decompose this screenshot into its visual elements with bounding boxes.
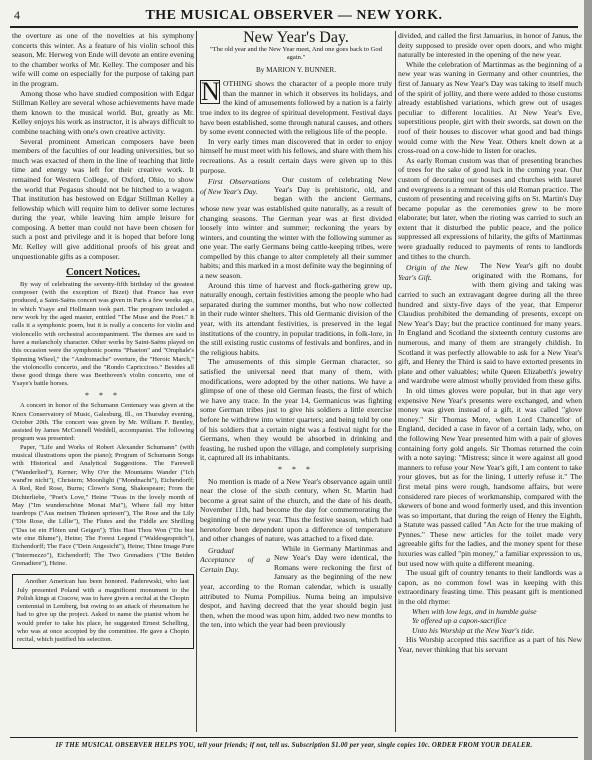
- paragraph-text: OTHING shows the character of a people more truly than the manner in which it observes its holidays, and the kind of amusements followed by a nation is a fairly true index to its degree of spiritual development. Festival days have been established, some through natural causes, and others by some event connected with the religious life of the people.: [200, 79, 392, 137]
- poem-line: When with low legs, and in humble guise: [412, 606, 537, 616]
- column-middle: [200, 31, 392, 734]
- page-header: [10, 4, 578, 28]
- boxed-notice: [12, 574, 194, 648]
- paragraph-text: While in Germany Martinmas and New Year's Day were identical, the Romans were reckoning the first of January as the beginning of the new year, according to the Roman calendar, which is usually attributed to Numa Pompilius. Numa being an impulsive despot, and having decreed that the year should begin just then, when the mood was upon him, added two new months to the ten, into which the year had been previously: [200, 543, 392, 630]
- paragraph: Around this time of harvest and flock-gathering grew up, naturally enough, certain festivities among the people who had separated during the summer months, but who now collected in their rude winter shelters. This old Germanic division of the year, with its attendant festivities, is preserved in the legal institutions of the country, in popular traditions, in folk-lore, in the still existing rustic customs of festivals and bonfires, and in the religious habits.: [200, 280, 392, 357]
- side-heading: Origin of the New Year's Gift.: [398, 263, 468, 282]
- paragraph-text: Our custom of celebrating New Year's Day is prehistoric, old, and began with the ancient Germans, whose new year was established quite naturally, as a result of changing seasons. The German year was at first divided loosely into winter and summer; reckoning the years by winters, and counting the winter with the following summer as one year. The early Germans being cattle-keeping tribes, were compelled by this change to alter completely all their summer habits; and this marked in a most definite way the beginning of a new season.: [200, 175, 392, 281]
- paragraph: Several prominent American composers have been members of the faculties of our leading universities, but so much was exacted of them in the line of teaching that little time and energy was left for their creative work. It remained for Western College, of Oxford, Ohio, to show the world that Pegasus should not be hitched to a wagon. That institution has bestowed on Edgar Stillman Kelley a fellowship which will require him to deliver some lectures during the year, while leaving him ample leisure for composing. A better man could not have been chosen for such a post and privilege and it is hoped that before long Mr. Kelley will give additional proofs of his great and unquestionable gifts as a composer.: [12, 136, 194, 261]
- poem-line: Ye offered up a capon-sacrifice: [412, 616, 507, 626]
- page-footer: IF THE MUSICAL OBSERVER HELPS YOU, tell your friends; if not, tell us. Subscription $1.00 per year, single copies 10c. ORDER FROM YOUR DEALER.: [10, 737, 578, 754]
- paragraph: the overture as one of the novelties at his symphony concerts this winter. As a feature of his violin school this season, Mr. Herweg von Ende will devote an entire evening to the chamber works of Mr. Kelley. The composer and his wife will come on especially for the purpose of taking part in the program.: [12, 31, 194, 88]
- paragraph: As early Roman custom was that of presenting branches of trees for the sake of good luck in the coming year. Our custom of decorating our houses and churches with laurel and evergreens is a remnant of this old Roman practice. The custom of presenting and receiving gifts on St. Martin's Day became popular as the ceremonies grew to be more elaborate; but later, when the rioting was carried to such an extent that it disturbed the public peace, and the police suppressed all expressions of hilarity, the gifts of Martinmas were gradually reduced to payments of rents to landlords and tithes to the church.: [398, 155, 582, 261]
- article-title: New Year's Day.: [243, 31, 349, 46]
- column-divider: [196, 31, 197, 732]
- section-separator: * * *: [85, 390, 121, 400]
- paragraph: [200, 175, 392, 281]
- column-right: [398, 31, 582, 734]
- byline: By MARION Y. BUNNER.: [255, 65, 337, 74]
- poem-line: Unto his Worship at the New Year's tide.: [412, 625, 535, 635]
- section-separator: * * *: [278, 464, 314, 474]
- paragraph: No mention is made of a New Year's observance again until near the close of the sixth century, when St. Martin had become a great saint of the church, and the date of his death, November 11th, had become the day for commemorating the beginning of the new year. Thus the festive season, which had heretofore been dependent upon a difference of temperature and other changes of nature, was attached to a fixed date.: [200, 476, 392, 544]
- paragraph: [398, 261, 582, 386]
- paragraph: [200, 79, 392, 137]
- paragraph-text: The New Year's gift no doubt originated with the Romans, for with them giving and taking was carried to such an extravagant degree during all the three hundred and sixty-five days of the year, that Emperor Claudius prohibited the demanding of presents, except on New Year's Day; but the practice continued for many years. In England and Scotland the sixteenth century customs are numerous, and many of them are strangely childish. In Scotland it was perfectly allowable to ask for a New Year's gift, and Henry the Third is said to have extorted presents in plate and other valuables; while Queen Elizabeth's jewelry and wardrobe were almost wholly provided from these gifts.: [398, 261, 582, 386]
- drop-cap: N: [201, 77, 220, 107]
- program-list: Paper, "Life and Works of Robert Alexander Schumann" (with musical illustrations upon the piano); Program of Schumann Songs with Historical and Analytical Suggestions. The Farewell ("Wanderlied"), Kerner; Why O'er the Mountains Wander ("Ich wand're nicht"), Christern; Moonlight ("Mondnacht"), Eichendorff; A Red, Red Rose, Burns; Clown's Song, Shakespeare; From the Dichterliebe, "Poet's Love," Heine "Twas in the lovely month of May ("Im wunderschöne Monat Mai"), Where fall my bitter teardrops ("Aus meinen Thränen spriesen"), The Rose and the Lily ("Die Rose, die Lillie"), The Flutes and the Fiddle are Shrilling ("Das ist ein Flöten und Geigen"); This Hast Thou Won ("Du bist wie eine Blume"), Heine; The Forest Legend ("Waldesgespräch"), Eichendorff; The Face ("Dein Angesicht"), Heine; Thine Image Pure ("Intermezzo"), Eichendorff; The Two Grenadiers ("Die Beiden Grenadiere"), Heine.: [12, 443, 194, 567]
- paragraph: In old times gloves were popular, but in that age very expensive New Year's presents were exchanged, and when money was given instead of a gift, it was called "glove money." Sir Thomas More, when Lord Chancellor of England, decided a case in favor of a certain lady, who, on the following New Year presented him with a pair of gloves containing forty gold angels. Sir Thomas returned the coin with a note saying: "Mistress; since it were against all good manners to refuse your New Year's gift, I am content to take your gloves, but as for the lining, I utterly refuse it." The first metal pins were rough, handsome affairs, but were considered rare pieces of workmanship, compared with the skewers of bone and wood formerly used, and this invention was so important, that during the reign of Henry the Eighth, a Statute was passed called "An Acte for the true making of Pynnes." These new articles for the toilet made very agreeable gifts for the ladies, and the money spent for these luxuries was called "pin money," a familiar expression to us, but used now with quite a different meaning.: [398, 385, 582, 568]
- paragraph: Another American has been honored. Paderewski, who last July presented Poland with a magnificent monument to the Polish kings at Cracow, was to have given a recital at the Chopin centennial in Lemberg, but owing to an attack of rheumatism he had to give up the project. Asked to name the pianist whom he would prefer to take his place, he suggested Ernest Schelling, who was at once accepted by the committee. He gave a Chopin recital, which justified his selection.: [17, 578, 189, 644]
- paragraph: His Worship accepted this sacrifice as a part of his New Year, never thinking that his servant: [398, 635, 582, 654]
- epigraph: "The old year and the New Year meet, And one goes back to God again.": [209, 45, 383, 61]
- paragraph: divided, and called the first Januarius, in honor of Janus, the deity supposed to preside over open doors, and who might naturally be interested in the opening of the new year.: [398, 31, 582, 60]
- paragraph: The amusements of this simple German character, so satisfied the universal need that many of them, with modifications, were adopted by the other nations. We have a glimpse of one of these old German feasts, the first of which we have any trace. In the year 14, Germanicus was fighting some German tribes just to give his soldiers a little exercise before he withdrew into winter quarters; and being told by one of his soldiers that a certain night was a festival night for the Germans, when they would be absorbed in drinking and feasting, he rushed upon the village, and completely surprising it, captured all its inhabitants.: [200, 357, 392, 463]
- section-heading-concert-notices: Concert Notices.: [65, 267, 141, 279]
- masthead: THE MUSICAL OBSERVER — NEW YORK.: [145, 8, 443, 23]
- side-heading: Gradual Acceptance of a Certain Day.: [200, 545, 270, 574]
- poem: [398, 607, 582, 636]
- column-divider: [395, 31, 396, 732]
- paragraph: A concert in honor of the Schumann Centenary was given at the Knox Conservatory of Music, Galesburg, Ill., on Thursday evening, October 20th. The concert was given by Mr. William F. Bentley, assisted by James McConnell Weddell, accompanist. The following program was presented:: [12, 402, 194, 443]
- column-left: [12, 31, 194, 734]
- paragraph: The usual gift of country tenants to their landlords was a capon, as no common fowl was in keeping with this extraordinary feasting time. This peasant gift is mentioned in the old rhyme:: [398, 568, 582, 607]
- paragraph: While the celebration of Martinmas as the beginning of a new year was waning in Germany and other countries, the first of January as New Year's Day was taking to itself much of the spirit of jollity, and there were added to those customs already established variations, which grew out of usages peculiar to different localities. At New Year's Eve, superstitious people, girt with their swords, sat down on the roof of their houses to discover what good and bad things would come with the New Year. Others knelt down at a cross-road on a cow-hide to listen for oracles.: [398, 59, 582, 156]
- scan-edge: [584, 0, 592, 760]
- page-number: 4: [14, 8, 20, 22]
- side-heading: First Observations of New Year's Day.: [200, 177, 270, 196]
- paragraph: Among those who have studied composition with Edgar Stillman Kelley are several whose achievements have made them known to the musical world. But, greatly as Mr. Kelley enjoys his work as instructor, it is always difficult to combine teaching with one's own creative activity.: [12, 88, 194, 136]
- paragraph: [200, 544, 392, 630]
- paragraph: By way of celebrating the seventy-fifth birthday of the greatest composer (with the exception of Bizet) that France has ever produced, a Saint-Saëns concert was given in Paris a few weeks ago, in which Ysaye and Hollmann took part. The program included a new work by the aged master, entitled "The Muse and the Poet." It calls it a symphonic poem, but it is really a concerto for violin and violoncello with orchestral accompaniment. The themes are said to have a melancholy character. Other works by Saint-Saëns played on this occasion were the symphonic poems "Phaeton" and "Omphale's Spinning Wheel," the "Andromache" overture, the "Heroic March," the violoncello concerto, and the "Rondo Capriccioso." Besides all these good things there was Beethoven's violin concerto, one of Ysaye's battle horses.: [12, 280, 194, 388]
- paragraph: In very early times man discovered that in order to enjoy himself he must meet with his fellows, and share with them his recreations. As a result certain days were given up to this purpose.: [200, 136, 392, 175]
